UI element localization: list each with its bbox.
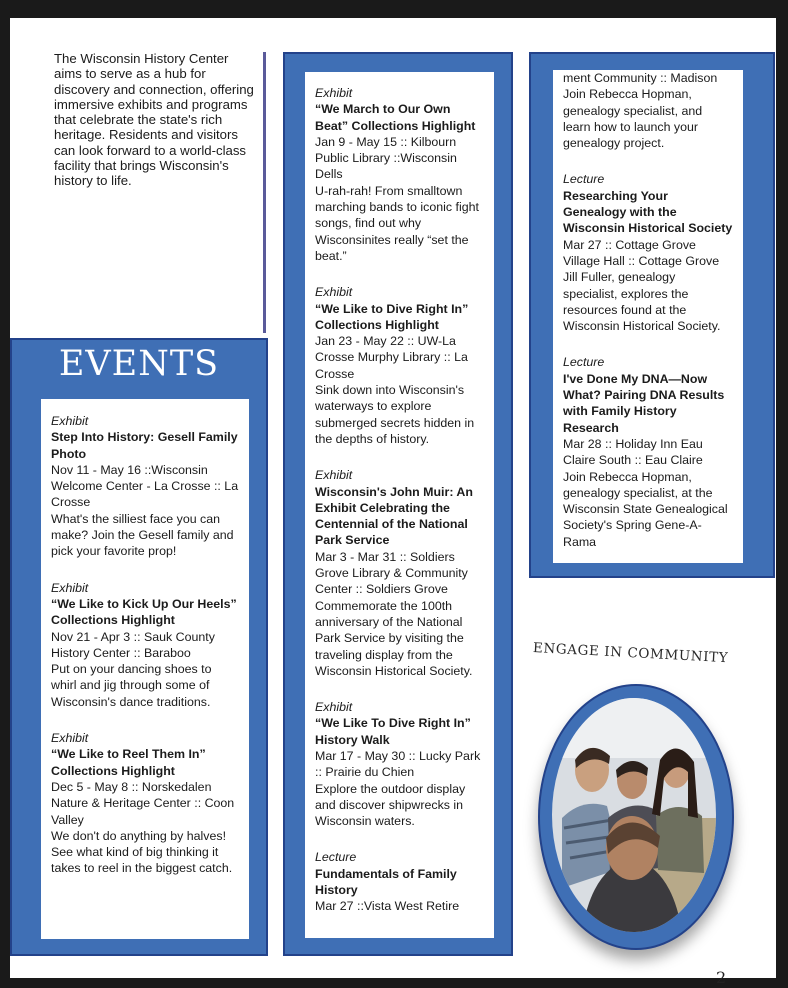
event-date-location: Jan 9 - May 15 :: Kilbourn Public Library ::Wisconsin Dells <box>315 134 457 182</box>
event-item <box>51 580 239 710</box>
event-description: Jill Fuller, genealogy specialist, explores the resources found at the Wisconsin Historical Society. <box>563 270 721 334</box>
event-title: “We March to Our Own Beat” Collections Highlight <box>315 102 476 133</box>
page-number: 2 <box>716 968 727 987</box>
event-date-location: Mar 3 - Mar 31 :: Soldiers Grove Library & Community Center :: Soldiers Grove <box>315 549 468 597</box>
event-description: We don't do anything by halves! See what kind of big thinking it takes to reel in the biggest catch. <box>51 828 233 876</box>
event-type: Lecture <box>563 172 605 187</box>
event-description: Sink down into Wisconsin's waterways to explore submerged secrets hidden in the depths of history. <box>315 383 475 446</box>
event-type: Lecture <box>315 850 357 865</box>
event-title: “We Like To Dive Right In” History Walk <box>315 716 471 747</box>
event-type: Exhibit <box>315 468 353 483</box>
event-type: Exhibit <box>51 580 89 595</box>
event-date-location: Nov 11 - May 16 ::Wisconsin Welcome Center - La Crosse :: La Crosse <box>51 462 239 510</box>
event-type: Lecture <box>563 355 605 370</box>
event-description: Commemorate the 100th anniversary of the National Park Service by visiting the traveling display from the Wisconsin Historical Society. <box>315 598 473 678</box>
event-item <box>315 284 484 447</box>
event-title: “We Like to Dive Right In” Collections Highlight <box>315 301 469 332</box>
event-item <box>51 413 239 560</box>
window-frame-right <box>776 0 788 988</box>
event-item <box>315 85 484 264</box>
engage-heading: ENGAGE IN COMMUNITY <box>532 640 729 667</box>
event-type: Exhibit <box>51 731 89 746</box>
event-description: Join Rebecca Hopman, genealogy specialist, and learn how to launch your genealogy project. <box>563 87 703 151</box>
event-date-location: Jan 23 - May 22 :: UW-La Crosse Murphy Library :: La Crosse <box>315 334 468 381</box>
events-heading: EVENTS <box>58 344 220 384</box>
event-title: Fundamentals of Family History <box>315 866 457 898</box>
event-date-location: Nov 21 - Apr 3 :: Sauk County History Center :: Baraboo <box>51 629 215 660</box>
event-title: Wisconsin's John Muir: An Exhibit Celebrating the Centennial of the National Park Service <box>315 484 473 548</box>
event-description: Put on your dancing shoes to whirl and jig through some of Wisconsin's dance traditions. <box>51 662 212 709</box>
event-title: “We Like to Reel Them In” Collections Highlight <box>51 747 206 778</box>
event-item <box>315 467 484 679</box>
intro-paragraph: The Wisconsin History Center aims to serve as a hub for discovery and connection, offering immersive exhibits and programs that celebrate the state's rich heritage. Residents and visitors can look forward to a world-class facility that brings Wisconsin's history to life. <box>54 51 254 189</box>
event-type: Exhibit <box>315 285 353 300</box>
event-description: U-rah-rah! From smalltown marching bands to iconic fight songs, find out why Wisconsinites really “set the beat.” <box>315 183 479 263</box>
event-item <box>315 699 484 829</box>
event-description: Explore the outdoor display and discover shipwrecks in Wisconsin waters. <box>315 781 466 829</box>
events-card-col3 <box>553 70 743 563</box>
event-item <box>563 354 733 550</box>
event-type: Exhibit <box>315 700 353 715</box>
event-date-location: Mar 27 :: Cottage Grove Village Hall :: Cottage Grove <box>563 237 720 268</box>
event-item <box>563 171 733 334</box>
event-date-location: Mar 27 ::Vista West Retire <box>315 899 460 914</box>
event-date-location: Mar 28 :: Holiday Inn Eau Claire South :: Eau Claire <box>563 436 703 468</box>
events-card-col2 <box>305 72 494 938</box>
event-title: Step Into History: Gesell Family Photo <box>51 430 238 461</box>
window-frame-left <box>0 0 10 988</box>
event-title: I've Done My DNA—Now What? Pairing DNA Results with Family History Research <box>563 371 725 435</box>
event-description: What's the silliest face you can make? Join the Gesell family and pick your favorite prop! <box>51 511 234 559</box>
event-type: Exhibit <box>315 86 353 100</box>
window-frame-bottom <box>0 978 788 988</box>
event-date-location: Mar 17 - May 30 :: Lucky Park :: Prairie du Chien <box>315 748 481 780</box>
event-date-location: ment Community :: Madison <box>563 71 718 85</box>
events-card-col1 <box>41 399 249 939</box>
event-item <box>315 849 484 914</box>
window-frame-top <box>0 0 788 18</box>
event-type: Exhibit <box>51 414 89 428</box>
event-description: Join Rebecca Hopman, genealogy specialist, at the Wisconsin State Genealogical Society's Spring Gene-A-Rama <box>563 469 728 549</box>
event-item <box>51 730 239 877</box>
column-divider <box>263 52 266 333</box>
audience-photo <box>552 698 716 932</box>
event-title: “We Like to Kick Up Our Heels” Collections Highlight <box>51 596 237 628</box>
event-title: Researching Your Genealogy with the Wisconsin Historical Society <box>563 188 733 236</box>
event-item <box>563 70 733 151</box>
event-date-location: Dec 5 - May 8 :: Norskedalen Nature & Heritage Center :: Coon Valley <box>51 779 235 827</box>
